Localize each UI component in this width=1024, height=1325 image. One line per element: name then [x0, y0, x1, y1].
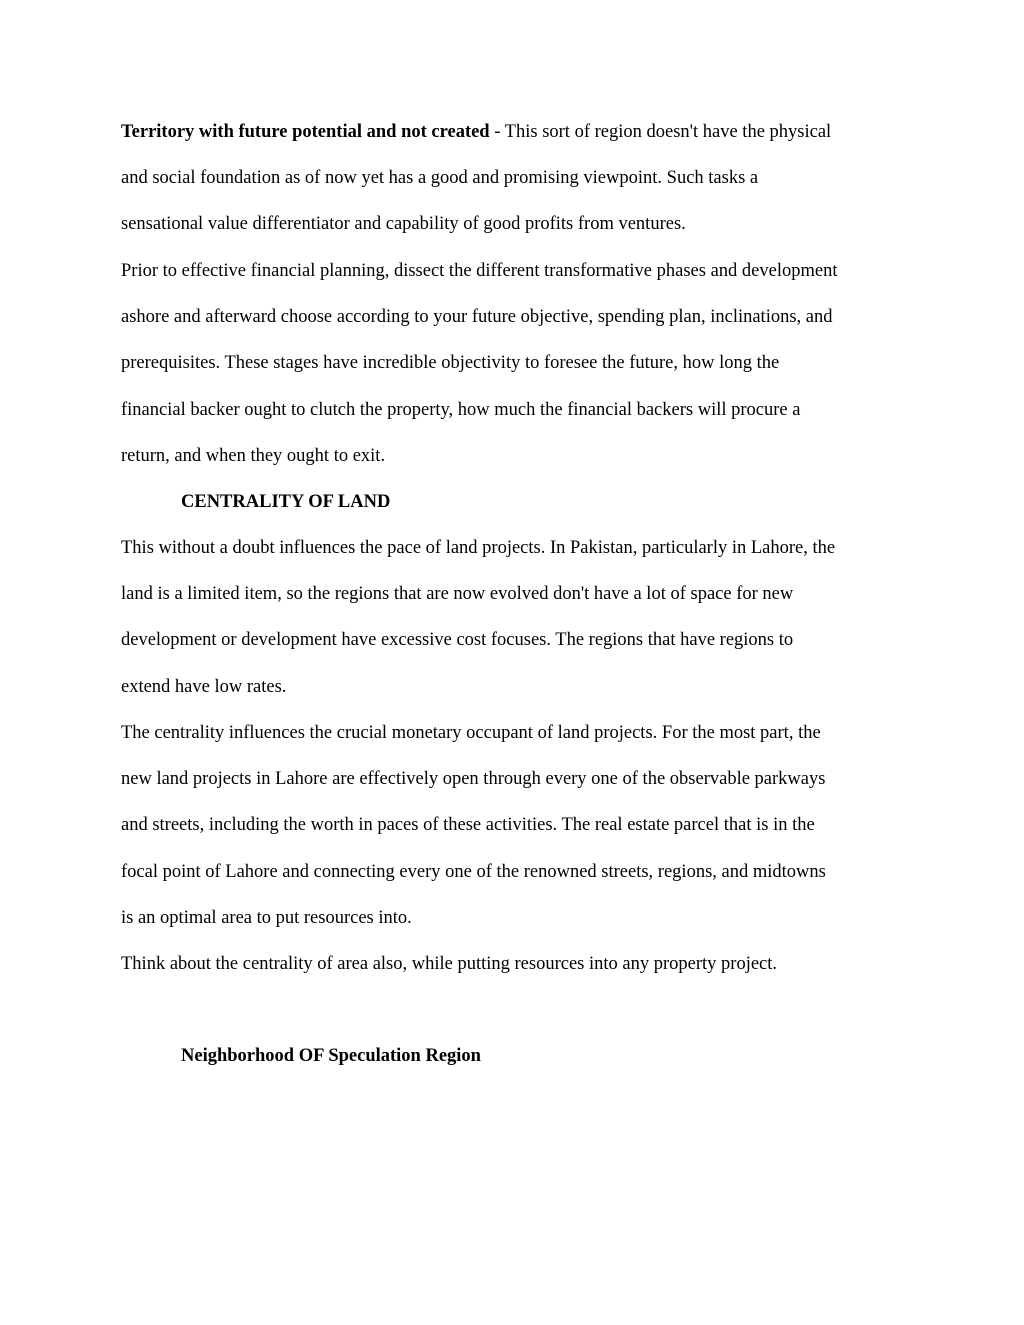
section-heading-centrality: CENTRALITY OF LAND	[181, 492, 391, 512]
paragraph-centrality-note	[121, 941, 911, 987]
section-heading-neighborhood: Neighborhood OF Speculation Region	[181, 1046, 481, 1066]
paragraph-line: development or development have excessive cost focuses. The regions that have regions to	[121, 630, 794, 651]
paragraph-line: land is a limited item, so the regions that are now evolved don't have a lot of space for new	[121, 584, 794, 605]
paragraph-line	[121, 109, 911, 155]
paragraph-line: ashore and afterward choose according to your future objective, spending plan, inclinations, and	[121, 307, 833, 328]
paragraph-financial-planning	[121, 248, 911, 479]
paragraph-line: return, and when they ought to exit.	[121, 445, 386, 466]
paragraph-centrality-detail	[121, 710, 911, 941]
paragraph-line: Prior to effective financial planning, dissect the different transformative phases and development	[121, 261, 838, 281]
paragraph-line: new land projects in Lahore are effectively open through every one of the observable parkways	[121, 769, 826, 790]
bold-lead-phrase: Territory with future potential and not created	[121, 122, 490, 142]
paragraph-line: prerequisites. These stages have incredible objectivity to foresee the future, how long the	[121, 353, 780, 374]
paragraph-line: sensational value differentiator and capability of good profits from ventures.	[121, 214, 686, 235]
paragraph-line: financial backer ought to clutch the property, how much the financial backers will procure a	[121, 399, 801, 420]
paragraph-line: extend have low rates.	[121, 676, 287, 697]
line-text: - This sort of region doesn't have the physical	[489, 122, 832, 142]
paragraph-line: and streets, including the worth in paces of these activities. The real estate parcel that is in the	[121, 815, 815, 836]
paragraph-centrality-intro	[121, 525, 911, 710]
paragraph-line: This without a doubt influences the pace of land projects. In Pakistan, particularly in Lahore, the	[121, 538, 836, 558]
paragraph-line: focal point of Lahore and connecting every one of the renowned streets, regions, and midtowns	[121, 861, 826, 882]
paragraph-future-potential	[121, 109, 911, 248]
paragraph-line: The centrality influences the crucial monetary occupant of land projects. For the most part, the	[121, 723, 821, 743]
paragraph-line: and social foundation as of now yet has a good and promising viewpoint. Such tasks a	[121, 168, 759, 189]
paragraph-line: is an optimal area to put resources into.	[121, 907, 412, 928]
paragraph-line: Think about the centrality of area also, while putting resources into any property project.	[121, 954, 778, 974]
